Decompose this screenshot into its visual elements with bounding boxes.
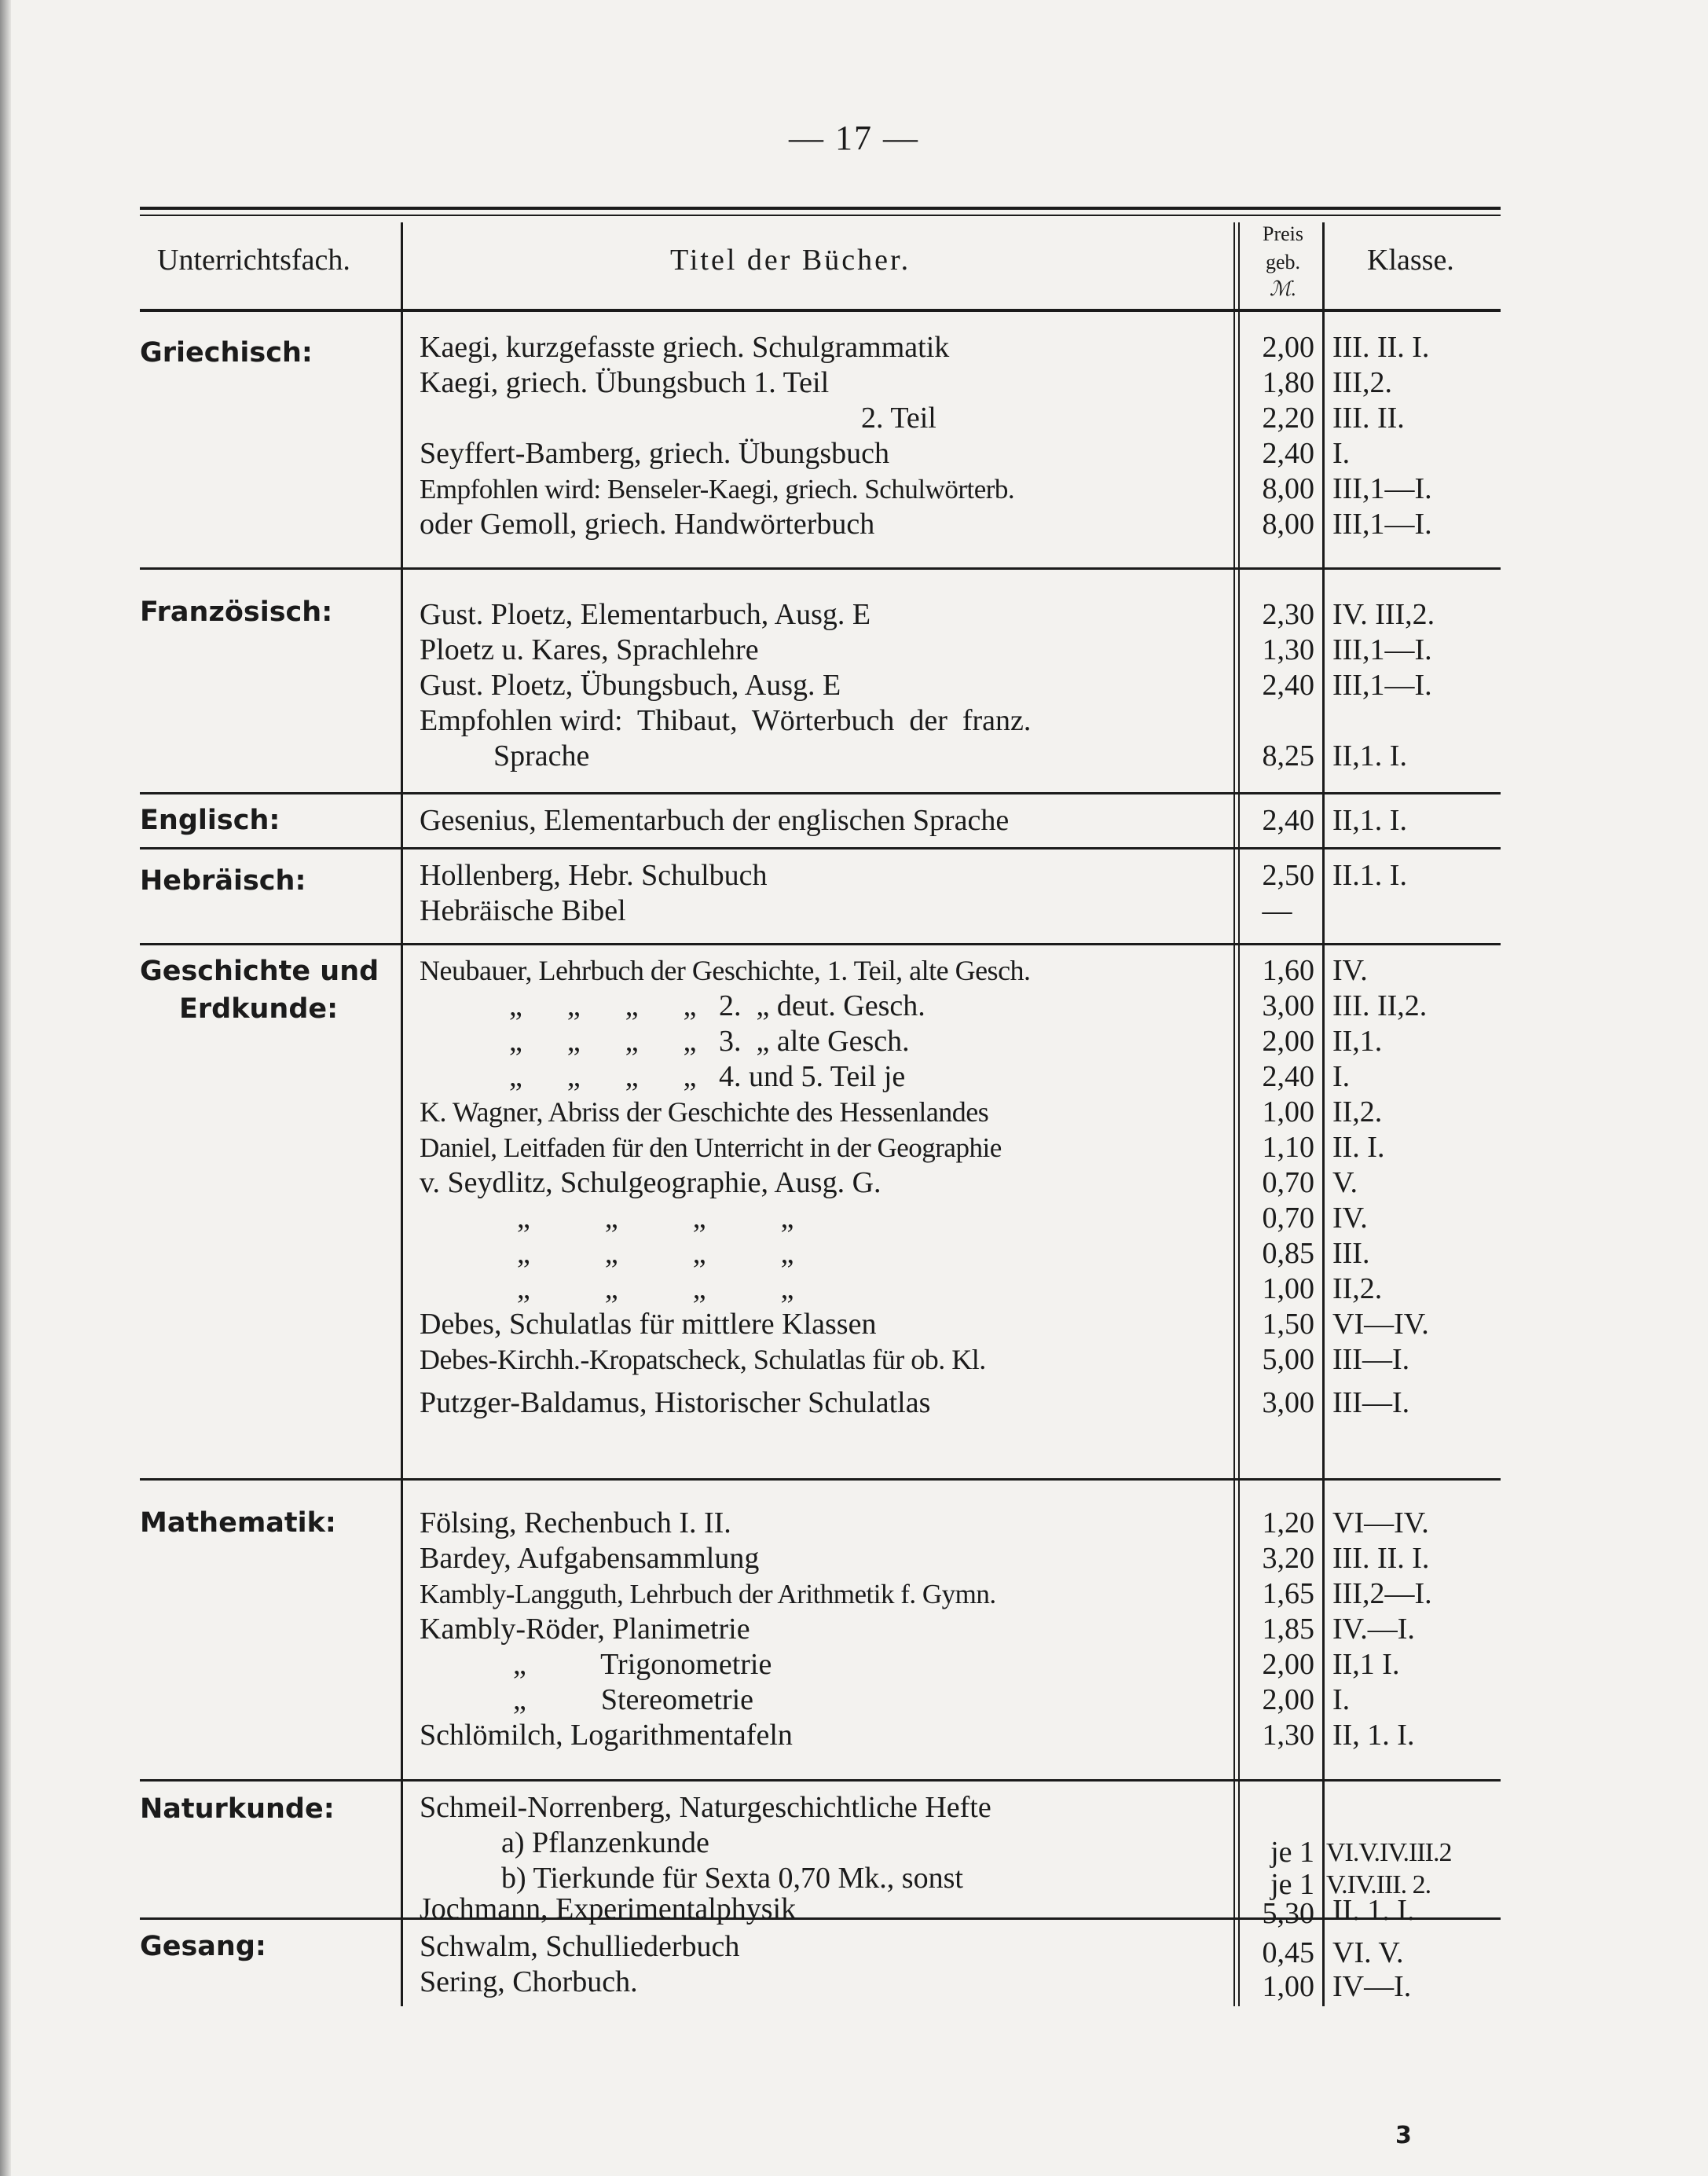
table-row: [140, 739, 1501, 774]
book-klasse: IV—I.: [1332, 1970, 1412, 2003]
book-klasse: II, 1. I.: [1332, 1719, 1415, 1752]
book-price: 1,00: [1262, 1970, 1314, 2003]
book-title: „ Stereometrie: [513, 1683, 754, 1716]
book-price: 2,40: [1262, 437, 1314, 470]
section-rule: [140, 1779, 1501, 1782]
header-price-label: Preis: [1263, 222, 1303, 245]
book-title: Kambly-Langguth, Lehrbuch der Arithmetik f. Gymn.: [420, 1579, 996, 1609]
section-rule: [140, 943, 1501, 945]
table-row: [140, 1892, 1501, 1932]
book-price: 1,00: [1262, 1272, 1314, 1305]
top-rule-thin: [140, 215, 1501, 216]
book-price: 0,70: [1262, 1202, 1314, 1235]
book-price: 8,25: [1262, 739, 1314, 772]
book-title: „ „ „ „ 4. und 5. Teil je: [509, 1060, 906, 1093]
book-klasse: III. II,2.: [1332, 989, 1428, 1022]
book-title: Debes-Kirchh.-Kropatscheck, Schulatlas für ob. Kl.: [420, 1344, 986, 1375]
book-klasse: III,2.: [1332, 366, 1392, 399]
book-klasse: IV. III,2.: [1332, 598, 1435, 631]
book-klasse: V.: [1332, 1166, 1358, 1199]
book-price: 0,45: [1262, 1936, 1314, 1969]
book-title: Schwalm, Schulliederbuch: [420, 1930, 740, 1963]
table-row: [140, 703, 1501, 739]
book-title: „ „ „ „ 3. „ alte Gesch.: [509, 1025, 910, 1058]
subject-naturkunde: Naturkunde:: [140, 1793, 335, 1825]
book-price: 8,00: [1262, 508, 1314, 541]
book-klasse: II,1. I.: [1332, 804, 1407, 837]
table-row: [140, 633, 1501, 668]
table-row: [140, 1130, 1501, 1165]
book-price: 1,85: [1262, 1613, 1314, 1646]
book-price: 1,20: [1262, 1506, 1314, 1539]
table-row: [140, 330, 1501, 365]
sheet-number: 3: [1395, 2122, 1412, 2149]
book-klasse: II,2.: [1332, 1095, 1383, 1128]
book-title: Gust. Ploetz, Übungsbuch, Ausg. E: [420, 669, 841, 702]
table-row: [140, 401, 1501, 436]
book-title: Sprache: [493, 739, 590, 772]
book-price: 1,30: [1262, 1719, 1314, 1752]
table-row: [140, 1236, 1501, 1271]
book-title: Sering, Chorbuch.: [420, 1965, 638, 1998]
subject-mathematik: Mathematik:: [140, 1507, 336, 1539]
book-price: 2,40: [1262, 804, 1314, 837]
book-price: 2,00: [1262, 331, 1314, 364]
table-row: [140, 1647, 1501, 1682]
table-row: [140, 1095, 1501, 1130]
book-klasse: IV.—I.: [1332, 1613, 1415, 1646]
book-price: 1,50: [1262, 1308, 1314, 1341]
subject-gesang: Gesang:: [140, 1931, 266, 1962]
book-klasse: VI.V.IV.III.2: [1326, 1838, 1452, 1867]
book-klasse: I.: [1332, 437, 1351, 470]
table-row: [140, 1682, 1501, 1718]
book-price: 5,00: [1262, 1343, 1314, 1376]
book-title: a) Pflanzenkunde: [501, 1826, 709, 1859]
book-title: Bardey, Aufgabensammlung: [420, 1542, 760, 1575]
subject-hebraeisch: Hebräisch:: [140, 865, 306, 897]
table-row: [140, 1541, 1501, 1576]
book-price: 1,65: [1262, 1577, 1314, 1610]
book-klasse: II,2.: [1332, 1272, 1383, 1305]
book-klasse: II. I.: [1332, 1131, 1385, 1164]
header-klasse: Klasse.: [1367, 244, 1454, 277]
book-price: 1,80: [1262, 366, 1314, 399]
table-row: [140, 597, 1501, 633]
table-row: [140, 1385, 1501, 1421]
book-title: oder Gemoll, griech. Handwörterbuch: [420, 508, 875, 541]
book-title: b) Tierkunde für Sexta 0,70 Mk., sonst: [501, 1862, 963, 1895]
table-row: [140, 1271, 1501, 1307]
book-title: Empfohlen wird: Thibaut, Wörterbuch der franz.: [420, 704, 1032, 737]
book-title: Daniel, Leitfaden für den Unterricht in der Geographie: [420, 1132, 1002, 1163]
book-title: Jochmann, Experimentalphysik: [420, 1892, 797, 1925]
book-klasse: VI—IV.: [1332, 1506, 1429, 1539]
table-row: [140, 953, 1501, 989]
book-klasse: IV.: [1332, 1202, 1368, 1235]
book-title: „ „ „ „: [517, 1237, 794, 1270]
section-rule: [140, 792, 1501, 794]
book-price: 8,00: [1262, 472, 1314, 505]
book-klasse: III. II. I.: [1332, 331, 1430, 364]
table-row: [140, 1024, 1501, 1059]
subject-englisch: Englisch:: [140, 805, 280, 836]
book-title: Hollenberg, Hebr. Schulbuch: [420, 859, 768, 892]
table-row: [140, 894, 1501, 929]
subject-franzoesisch: Französisch:: [140, 596, 333, 628]
book-klasse: VI—IV.: [1332, 1308, 1429, 1341]
table-row: [140, 1826, 1501, 1869]
table-row: [140, 1059, 1501, 1095]
book-price: 3,20: [1262, 1542, 1314, 1575]
table-row: [140, 1342, 1501, 1378]
book-price: 0,70: [1262, 1166, 1314, 1199]
header-price-sub: geb.: [1265, 251, 1301, 273]
book-klasse: III. II.: [1332, 402, 1405, 435]
book-price: je 1: [1270, 1836, 1314, 1869]
book-klasse: II,1.: [1332, 1025, 1383, 1058]
book-klasse: III—I.: [1332, 1386, 1410, 1419]
book-title: „ „ „ „: [517, 1272, 794, 1305]
book-klasse: III—I.: [1332, 1343, 1410, 1376]
table-row: [140, 1201, 1501, 1236]
top-rule: [140, 207, 1501, 210]
subject-griechisch: Griechisch:: [140, 337, 313, 369]
book-title: „ „ „ „ 2. „ deut. Gesch.: [509, 989, 925, 1022]
book-title: Schlömilch, Logarithmentafeln: [420, 1719, 793, 1752]
table-row: [140, 1165, 1501, 1201]
book-klasse: III,1—I.: [1332, 508, 1432, 541]
book-price: 1,10: [1262, 1131, 1314, 1164]
book-price: —: [1262, 894, 1292, 927]
table-row: [140, 472, 1501, 507]
book-title: v. Seydlitz, Schulgeographie, Ausg. G.: [420, 1166, 881, 1199]
section-rule: [140, 567, 1501, 570]
book-title: Empfohlen wird: Benseler-Kaegi, griech. Schulwörterb.: [420, 474, 1015, 505]
header-rule: [140, 309, 1501, 312]
table-row: [140, 365, 1501, 401]
book-title: „ „ „ „: [517, 1202, 794, 1235]
scan-edge: [0, 0, 11, 2176]
book-title: Fölsing, Rechenbuch I. II.: [420, 1506, 731, 1539]
book-price: je 1: [1270, 1868, 1314, 1901]
header-price-unit: ℳ.: [1269, 277, 1297, 300]
book-price: 0,85: [1262, 1237, 1314, 1270]
book-klasse: IV.: [1332, 954, 1368, 987]
book-title: Gust. Ploetz, Elementarbuch, Ausg. E: [420, 598, 871, 631]
table-row: [140, 1718, 1501, 1753]
book-title: Kambly-Röder, Planimetrie: [420, 1613, 750, 1646]
book-title: „ Trigonometrie: [513, 1648, 772, 1681]
page-number: — 17 —: [789, 119, 919, 157]
table-row: [140, 858, 1501, 894]
book-klasse: III. II. I.: [1332, 1542, 1430, 1575]
book-title: Gesenius, Elementarbuch der englischen Sprache: [420, 804, 1010, 837]
book-klasse: III,2—I.: [1332, 1577, 1432, 1610]
book-klasse: III,1—I.: [1332, 669, 1432, 702]
book-price: 1,00: [1262, 1095, 1314, 1128]
book-price: 2,00: [1262, 1025, 1314, 1058]
book-price: 3,00: [1262, 1386, 1314, 1419]
book-title: Ploetz u. Kares, Sprachlehre: [420, 633, 759, 666]
book-klasse: II,1 I.: [1332, 1648, 1400, 1681]
book-klasse: III,1—I.: [1332, 633, 1432, 666]
table-row: [140, 1506, 1501, 1541]
table-row: [140, 803, 1501, 838]
subject-geschichte: Geschichte und: [140, 956, 379, 987]
section-rule: [140, 847, 1501, 849]
book-price: 1,60: [1262, 954, 1314, 987]
book-klasse: I.: [1332, 1683, 1351, 1716]
table-row: [140, 436, 1501, 472]
book-price: 2,30: [1262, 598, 1314, 631]
book-klasse: II. 1. I.: [1332, 1894, 1415, 1927]
book-price: 2,20: [1262, 402, 1314, 435]
book-price: 2,40: [1262, 669, 1314, 702]
book-title: Hebräische Bibel: [420, 894, 626, 927]
table-row: [140, 668, 1501, 703]
book-klasse: VI. V.: [1332, 1936, 1404, 1969]
book-title: Putzger-Baldamus, Historischer Schulatlas: [420, 1386, 931, 1419]
book-price: 2,00: [1262, 1683, 1314, 1716]
book-price: 2,00: [1262, 1648, 1314, 1681]
book-price: 3,00: [1262, 989, 1314, 1022]
book-title: Schmeil-Norrenberg, Naturgeschichtliche Hefte: [420, 1791, 991, 1824]
table-row: [140, 1307, 1501, 1342]
book-title: 2. Teil: [861, 402, 936, 435]
book-klasse: III.: [1332, 1237, 1370, 1270]
section-rule: [140, 1478, 1501, 1481]
book-klasse: II,1. I.: [1332, 739, 1407, 772]
table-row: [140, 1576, 1501, 1612]
book-title: Neubauer, Lehrbuch der Geschichte, 1. Teil, alte Gesch.: [420, 955, 1031, 986]
book-price: 2,40: [1262, 1060, 1314, 1093]
book-klasse: V.IV.III. 2.: [1326, 1870, 1431, 1899]
table-row: [140, 989, 1501, 1024]
table-row: [140, 1929, 1501, 1969]
book-title: K. Wagner, Abriss der Geschichte des Hessenlandes: [420, 1096, 989, 1128]
book-klasse: II.1. I.: [1332, 859, 1407, 892]
book-title: Kaegi, griech. Übungsbuch 1. Teil: [420, 366, 830, 399]
book-klasse: I.: [1332, 1060, 1351, 1093]
table-row: [140, 1861, 1501, 1901]
book-price: 2,50: [1262, 859, 1314, 892]
table-row: [140, 1612, 1501, 1647]
table-row: [140, 1790, 1501, 1826]
subject-erdkunde: Erdkunde:: [179, 993, 339, 1025]
header-title: Titel der Bücher.: [670, 244, 911, 277]
book-title: Seyffert-Bamberg, griech. Übungsbuch: [420, 437, 889, 470]
book-price: 1,30: [1262, 633, 1314, 666]
book-title: Debes, Schulatlas für mittlere Klassen: [420, 1308, 877, 1341]
table-row: [140, 1965, 1501, 2003]
header-subject: Unterrichtsfach.: [157, 244, 350, 277]
table-row: [140, 507, 1501, 542]
book-title: Kaegi, kurzgefasste griech. Schulgrammatik: [420, 331, 950, 364]
book-klasse: III,1—I.: [1332, 472, 1432, 505]
book-price: 5,30: [1262, 1897, 1314, 1930]
